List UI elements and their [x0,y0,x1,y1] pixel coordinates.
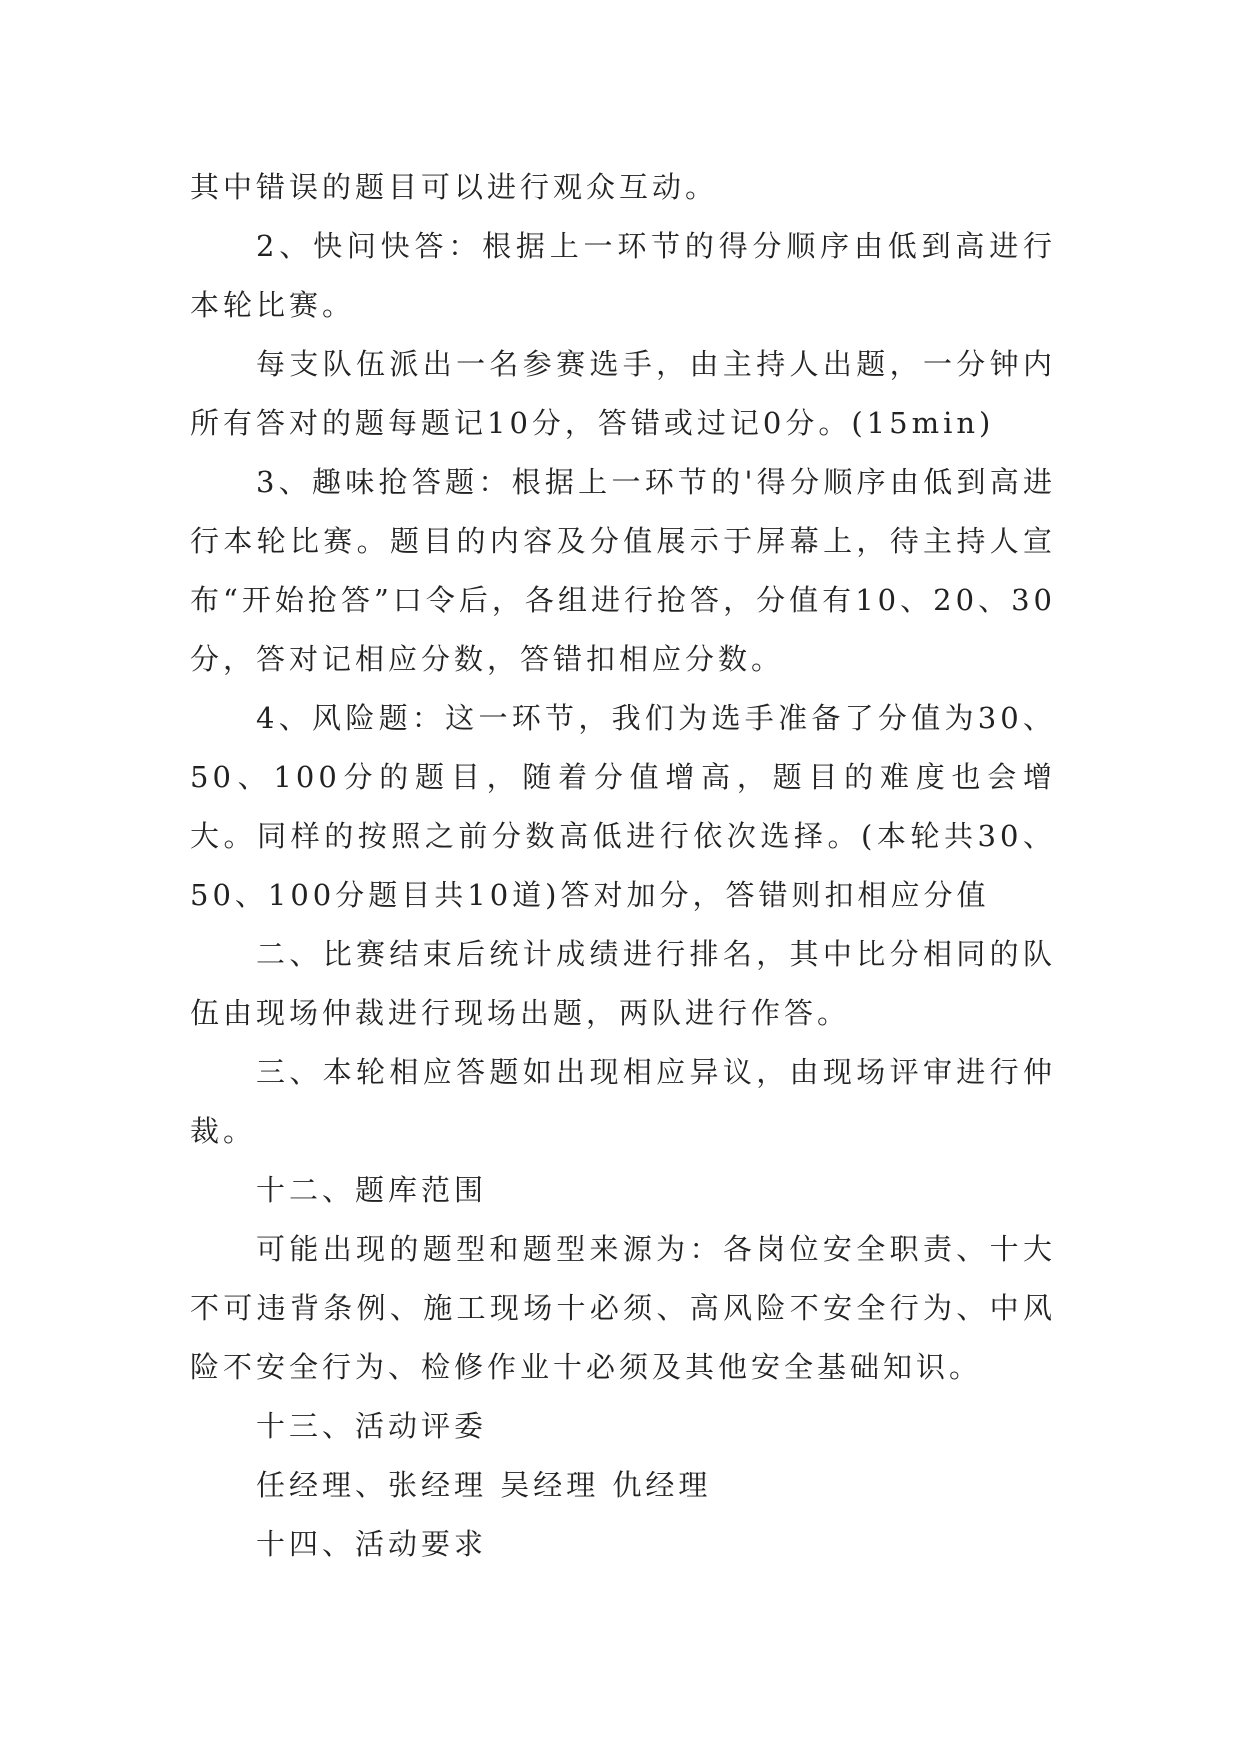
paragraph-question-sources: 可能出现的题型和题型来源为：各岗位安全职责、十大不可违背条例、施工现场十必须、高风险不安全行为、中风险不安全行为、检修作业十必须及其他安全基础知识。 [190,1232,1056,1384]
paragraph-arbitration: 三、本轮相应答题如出现相应异议，由现场评审进行仲裁。 [190,1055,1056,1148]
paragraph-audience-interaction: 其中错误的题目可以进行观众互动。 [190,170,719,204]
heading-question-bank: 十二、题库范围 [256,1173,488,1207]
paragraph-judges-list: 任经理、张经理 吴经理 仇经理 [256,1468,712,1502]
paragraph-risk-round: 4、风险题：这一环节，我们为选手准备了分值为30、50、100分的题目，随着分值增高，题目的难度也会增大。同样的按照之前分数高低进行依次选择。(本轮共30、50、100分题目共10道)答对加分，答错则扣相应分值 [190,701,1056,912]
paragraph-quick-qa-rules: 每支队伍派出一名参赛选手，由主持人出题，一分钟内所有答对的题每题记10分，答错或过记0分。(15min) [190,347,1056,440]
document-body [190,158,1056,1574]
heading-judges: 十三、活动评委 [256,1409,488,1443]
paragraph-buzzer-round: 3、趣味抢答题：根据上一环节的'得分顺序由低到高进行本轮比赛。题目的内容及分值展示于屏幕上，待主持人宣布“开始抢答”口令后，各组进行抢答，分值有10、20、30分，答对记相应分数，答错扣相应分数。 [190,465,1056,676]
heading-requirements: 十四、活动要求 [256,1527,488,1561]
paragraph-quick-qa: 2、快问快答：根据上一环节的得分顺序由低到高进行本轮比赛。 [190,229,1056,322]
paragraph-ranking: 二、比赛结束后统计成绩进行排名，其中比分相同的队伍由现场仲裁进行现场出题，两队进行作答。 [190,937,1056,1030]
